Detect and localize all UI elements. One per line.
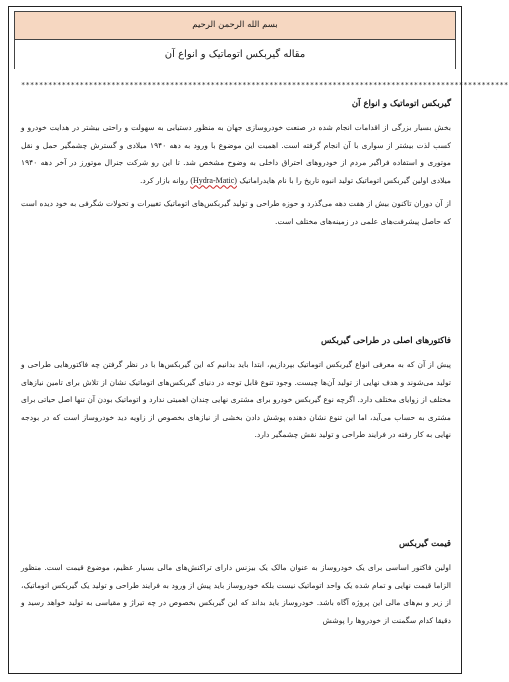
hydramatic-term: (Hydra-Matic) <box>190 175 237 185</box>
header-table <box>14 11 456 69</box>
basmala-text: بسم الله الرحمن الرحیم <box>192 20 278 30</box>
paragraph: پیش از آن که به معرفی انواع گیربکس اتوماتیک بپردازیم، ابتدا باید بدانیم که این گیربکس‌ها با در نظر گرفتن چه فاکتورهایی طراحی و تولید می‌شوند و هدف نهایی از تولید آن‌ها چیست. وجود تنوع قابل توجه در دنیای گیربکس‌های اتوماتیک نشان از تلاش برای تامین نیازهای مختلف از زوایای مختلف دارد. اگرچه نوع گیربکس خودرو برای مشتری نهایی چندان اهمیتی ندارد و اتوماتیک بودن آن تنها اصل حیاتی برای مشتری به حساب می‌آید، اما این تنوع نشان دهنده پوشش دادن بخشی از نیازهای بخصوص از زاویه دید خودروساز است که در بودجه نهایی به کار رفته در فرایند طراحی و تولید نقش چشمگیر دارد. <box>21 360 451 439</box>
section-design-factors <box>21 336 451 444</box>
asterisk-divider: ************************************************************************************************************ <box>21 81 509 89</box>
section-heading: قیمت گیربکس <box>398 539 451 549</box>
paragraph-text-end: روانه بازار کرد. <box>139 175 188 185</box>
paragraph-text: بخش بسیار بزرگی از اقدامات انجام شده در صنعت خودروسازی جهان به منظور دستیابی به سهولت و راحتی بیشتر در هدایت خودرو و کسب لذت بیشتر از سواری با آن انجام گرفته است. اهمیت این موضوع با ورود به دهه ۱۹۴۰ میلادی و گسترش چشمگیر حمل و نقل موتوری و استفاده فراگیر مردم از خودروهای احتراق داخلی به وضوح مشخص شد. تا این رو شرکت جنرال موتورز در آخر دهه ۱۹۴۰ میلادی اولین گیربکس اتوماتیک تولید انبوه تاریخ را با نام هایدراماتیک <box>21 123 451 185</box>
section-heading: گیربکس اتوماتیک و انواع آن <box>351 99 451 109</box>
title-cell <box>15 40 455 69</box>
section-heading: فاکتورهای اصلی در طراحی گیربکس <box>320 336 451 346</box>
document-page <box>8 6 509 674</box>
paragraph: اولین فاکتور اساسی برای یک خودروساز به عنوان مالک یک بیزنس دارای تراکنش‌های مالی بسیار عظیم، موضوع قیمت است. منظور الزاما قیمت نهایی و تمام شده یک واحد اتوماتیک نیست بلکه خودروساز باید پیش از ورود به فرایند طراحی و تولید یک گیربکس اتوماتیک، از زیر و بم‌های مالی این پروژه آگاه باشد. خودروساز باید بداند که این گیربکس بخصوص در چه تیراژ و مقیاسی به تولید خواهد رسید و دقیقا کدام سگمنت از خودروها را پوشش <box>21 563 451 625</box>
paragraph: از آن دوران تاکنون بیش از هفت دهه می‌گذرد و حوزه طراحی و تولید گیربکس‌های اتوماتیک تغییرات و تحولات شگرفی به خود دیده است که حاصل پیشرفت‌های علمی در زمینه‌های مختلف است. <box>21 199 451 226</box>
paragraph <box>21 119 451 189</box>
basmala-cell <box>15 12 455 40</box>
section-price <box>21 539 451 629</box>
document-title: مقاله گیربکس اتوماتیک و انواع آن <box>164 49 306 60</box>
section-intro <box>21 99 451 230</box>
